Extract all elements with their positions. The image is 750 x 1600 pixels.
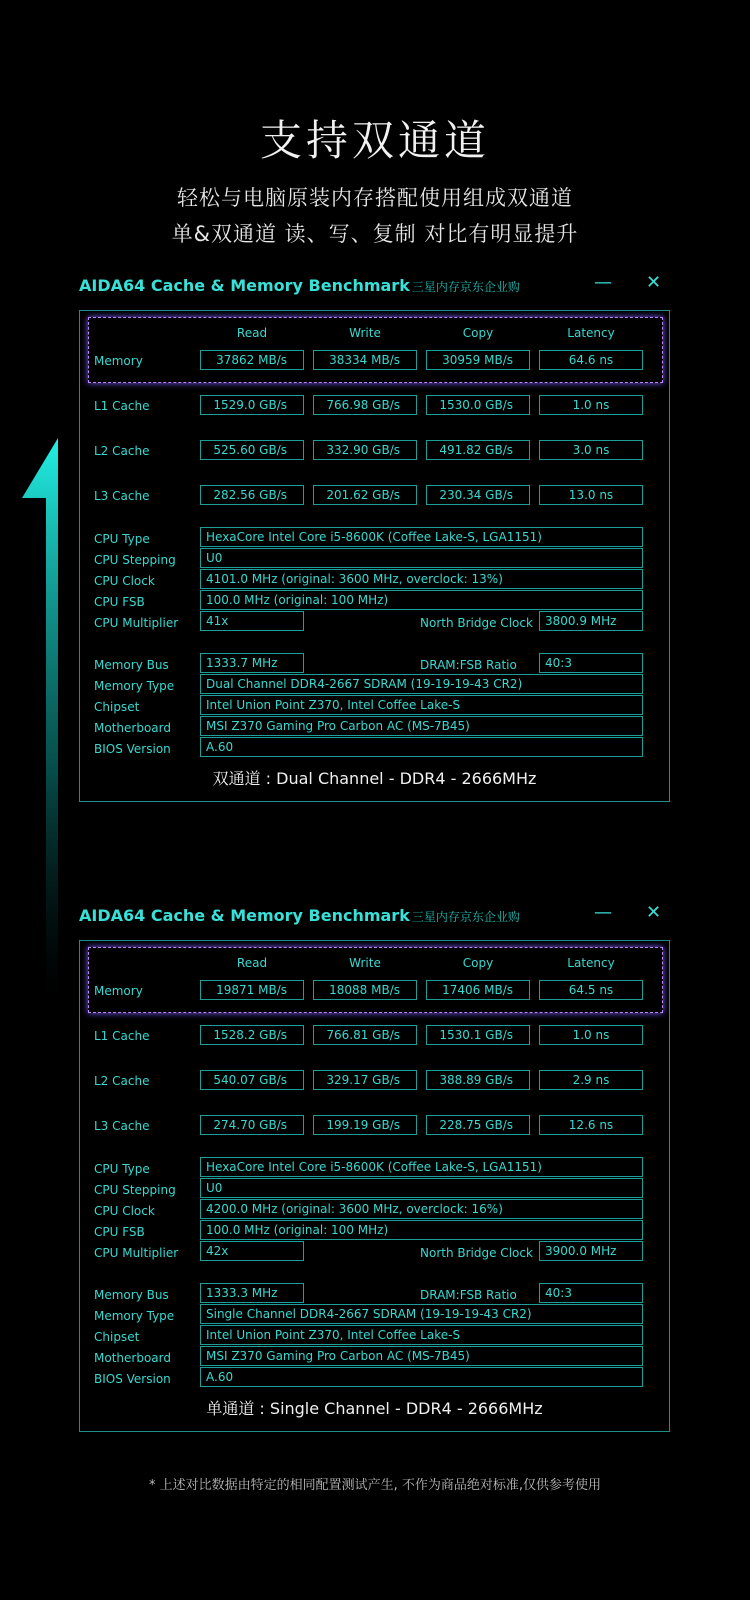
window-title: AIDA64 Cache & Memory Benchmark 三星内存京东企业购 xyxy=(79,906,520,925)
l2-copy: 388.89 GB/s xyxy=(426,1070,530,1090)
l3-write: 201.62 GB/s xyxy=(313,485,417,505)
memory-read: 19871 MB/s xyxy=(200,980,304,1000)
l3-copy: 230.34 GB/s xyxy=(426,485,530,505)
l3-latency: 12.6 ns xyxy=(539,1115,643,1135)
label-memory-bus: Memory Bus xyxy=(94,1288,169,1302)
memory-read: 37862 MB/s xyxy=(200,350,304,370)
row-label-l1: L1 Cache xyxy=(94,399,150,413)
label-cpu-fsb: CPU FSB xyxy=(94,595,145,609)
l2-write: 332.90 GB/s xyxy=(313,440,417,460)
l2-write: 329.17 GB/s xyxy=(313,1070,417,1090)
l1-write: 766.98 GB/s xyxy=(313,395,417,415)
channel-caption: 单通道 : Single Channel - DDR4 - 2666MHz xyxy=(206,1399,543,1418)
cpu-fsb-value: 100.0 MHz (original: 100 MHz) xyxy=(200,590,643,610)
memory-bus-value: 1333.3 MHz xyxy=(200,1283,304,1303)
l2-copy: 491.82 GB/s xyxy=(426,440,530,460)
label-cpu-multiplier: CPU Multiplier xyxy=(94,1246,179,1260)
l1-latency: 1.0 ns xyxy=(539,1025,643,1045)
header-read: Read xyxy=(236,956,268,970)
label-cpu-type: CPU Type xyxy=(94,1162,150,1176)
label-cpu-stepping: CPU Stepping xyxy=(94,1183,176,1197)
cpu-stepping-value: U0 xyxy=(200,548,643,568)
l1-read: 1528.2 GB/s xyxy=(200,1025,304,1045)
memory-write: 18088 MB/s xyxy=(313,980,417,1000)
label-cpu-clock: CPU Clock xyxy=(94,1204,155,1218)
subtitle-line-2: 单&双通道 读、写、复制 对比有明显提升 xyxy=(171,222,579,246)
arrow-up-icon xyxy=(22,438,58,998)
dram-ratio-value: 40:3 xyxy=(539,1283,643,1303)
label-north-bridge: North Bridge Clock xyxy=(420,616,533,630)
l1-copy: 1530.0 GB/s xyxy=(426,395,530,415)
cpu-multiplier-value: 41x xyxy=(200,611,304,631)
cpu-fsb-value: 100.0 MHz (original: 100 MHz) xyxy=(200,1220,643,1240)
cpu-clock-value: 4101.0 MHz (original: 3600 MHz, overclock: 13%) xyxy=(200,569,643,589)
benchmark-panel xyxy=(79,310,670,802)
row-label-memory: Memory xyxy=(94,984,143,998)
memory-type-value: Dual Channel DDR4-2667 SDRAM (19-19-19-43 CR2) xyxy=(200,674,643,694)
page-title: 支持双通道 xyxy=(259,116,490,165)
header-copy: Copy xyxy=(462,956,494,970)
l3-read: 282.56 GB/s xyxy=(200,485,304,505)
brand-text: 三星内存京东企业购 xyxy=(411,280,520,294)
header-latency: Latency xyxy=(567,956,615,970)
close-icon[interactable]: ✕ xyxy=(646,902,662,923)
memory-write: 38334 MB/s xyxy=(313,350,417,370)
row-label-l1: L1 Cache xyxy=(94,1029,150,1043)
header-write: Write xyxy=(349,326,381,340)
header-read: Read xyxy=(236,326,268,340)
l1-write: 766.81 GB/s xyxy=(313,1025,417,1045)
label-cpu-stepping: CPU Stepping xyxy=(94,553,176,567)
row-label-l3: L3 Cache xyxy=(94,1119,150,1133)
label-memory-type: Memory Type xyxy=(94,679,175,693)
north-bridge-value: 3900.0 MHz xyxy=(539,1241,643,1261)
close-icon[interactable]: ✕ xyxy=(646,272,662,293)
window-title: AIDA64 Cache & Memory Benchmark 三星内存京东企业购 xyxy=(79,276,520,295)
l2-latency: 3.0 ns xyxy=(539,440,643,460)
label-dram-ratio: DRAM:FSB Ratio xyxy=(420,658,517,672)
header-write: Write xyxy=(349,956,381,970)
motherboard-value: MSI Z370 Gaming Pro Carbon AC (MS-7B45) xyxy=(200,1346,643,1366)
memory-copy: 17406 MB/s xyxy=(426,980,530,1000)
bios-value: A.60 xyxy=(200,1367,643,1387)
cpu-multiplier-value: 42x xyxy=(200,1241,304,1261)
label-chipset: Chipset xyxy=(94,1330,140,1344)
l1-copy: 1530.1 GB/s xyxy=(426,1025,530,1045)
header-latency: Latency xyxy=(567,326,615,340)
l1-read: 1529.0 GB/s xyxy=(200,395,304,415)
label-motherboard: Motherboard xyxy=(94,721,171,735)
chipset-value: Intel Union Point Z370, Intel Coffee Lake-S xyxy=(200,695,643,715)
cpu-clock-value: 4200.0 MHz (original: 3600 MHz, overclock: 16%) xyxy=(200,1199,643,1219)
memory-latency: 64.5 ns xyxy=(539,980,643,1000)
label-cpu-type: CPU Type xyxy=(94,532,150,546)
motherboard-value: MSI Z370 Gaming Pro Carbon AC (MS-7B45) xyxy=(200,716,643,736)
l2-read: 525.60 GB/s xyxy=(200,440,304,460)
minimize-icon[interactable]: — xyxy=(594,902,612,923)
l3-latency: 13.0 ns xyxy=(539,485,643,505)
minimize-icon[interactable]: — xyxy=(594,272,612,293)
l3-write: 199.19 GB/s xyxy=(313,1115,417,1135)
l3-copy: 228.75 GB/s xyxy=(426,1115,530,1135)
memory-type-value: Single Channel DDR4-2667 SDRAM (19-19-19-43 CR2) xyxy=(200,1304,643,1324)
subtitle-line-1: 轻松与电脑原装内存搭配使用组成双通道 xyxy=(177,186,573,210)
row-label-l2: L2 Cache xyxy=(94,1074,150,1088)
label-cpu-fsb: CPU FSB xyxy=(94,1225,145,1239)
row-label-l3: L3 Cache xyxy=(94,489,150,503)
benchmark-panel xyxy=(79,940,670,1432)
row-label-l2: L2 Cache xyxy=(94,444,150,458)
label-motherboard: Motherboard xyxy=(94,1351,171,1365)
chipset-value: Intel Union Point Z370, Intel Coffee Lake-S xyxy=(200,1325,643,1345)
dram-ratio-value: 40:3 xyxy=(539,653,643,673)
label-cpu-multiplier: CPU Multiplier xyxy=(94,616,179,630)
label-north-bridge: North Bridge Clock xyxy=(420,1246,533,1260)
bios-value: A.60 xyxy=(200,737,643,757)
label-cpu-clock: CPU Clock xyxy=(94,574,155,588)
cpu-type-value: HexaCore Intel Core i5-8600K (Coffee Lake-S, LGA1151) xyxy=(200,1157,643,1177)
l1-latency: 1.0 ns xyxy=(539,395,643,415)
brand-text: 三星内存京东企业购 xyxy=(411,910,520,924)
label-memory-bus: Memory Bus xyxy=(94,658,169,672)
l3-read: 274.70 GB/s xyxy=(200,1115,304,1135)
label-bios: BIOS Version xyxy=(94,742,171,756)
memory-latency: 64.6 ns xyxy=(539,350,643,370)
label-dram-ratio: DRAM:FSB Ratio xyxy=(420,1288,517,1302)
cpu-stepping-value: U0 xyxy=(200,1178,643,1198)
north-bridge-value: 3800.9 MHz xyxy=(539,611,643,631)
row-label-memory: Memory xyxy=(94,354,143,368)
cpu-type-value: HexaCore Intel Core i5-8600K (Coffee Lake-S, LGA1151) xyxy=(200,527,643,547)
label-memory-type: Memory Type xyxy=(94,1309,175,1323)
label-bios: BIOS Version xyxy=(94,1372,171,1386)
memory-bus-value: 1333.7 MHz xyxy=(200,653,304,673)
l2-read: 540.07 GB/s xyxy=(200,1070,304,1090)
label-chipset: Chipset xyxy=(94,700,140,714)
footnote: * 上述对比数据由特定的相同配置测试产生, 不作为商品绝对标准,仅供参考使用 xyxy=(148,1478,602,1493)
l2-latency: 2.9 ns xyxy=(539,1070,643,1090)
memory-copy: 30959 MB/s xyxy=(426,350,530,370)
channel-caption: 双通道 : Dual Channel - DDR4 - 2666MHz xyxy=(212,769,537,788)
header-copy: Copy xyxy=(462,326,494,340)
